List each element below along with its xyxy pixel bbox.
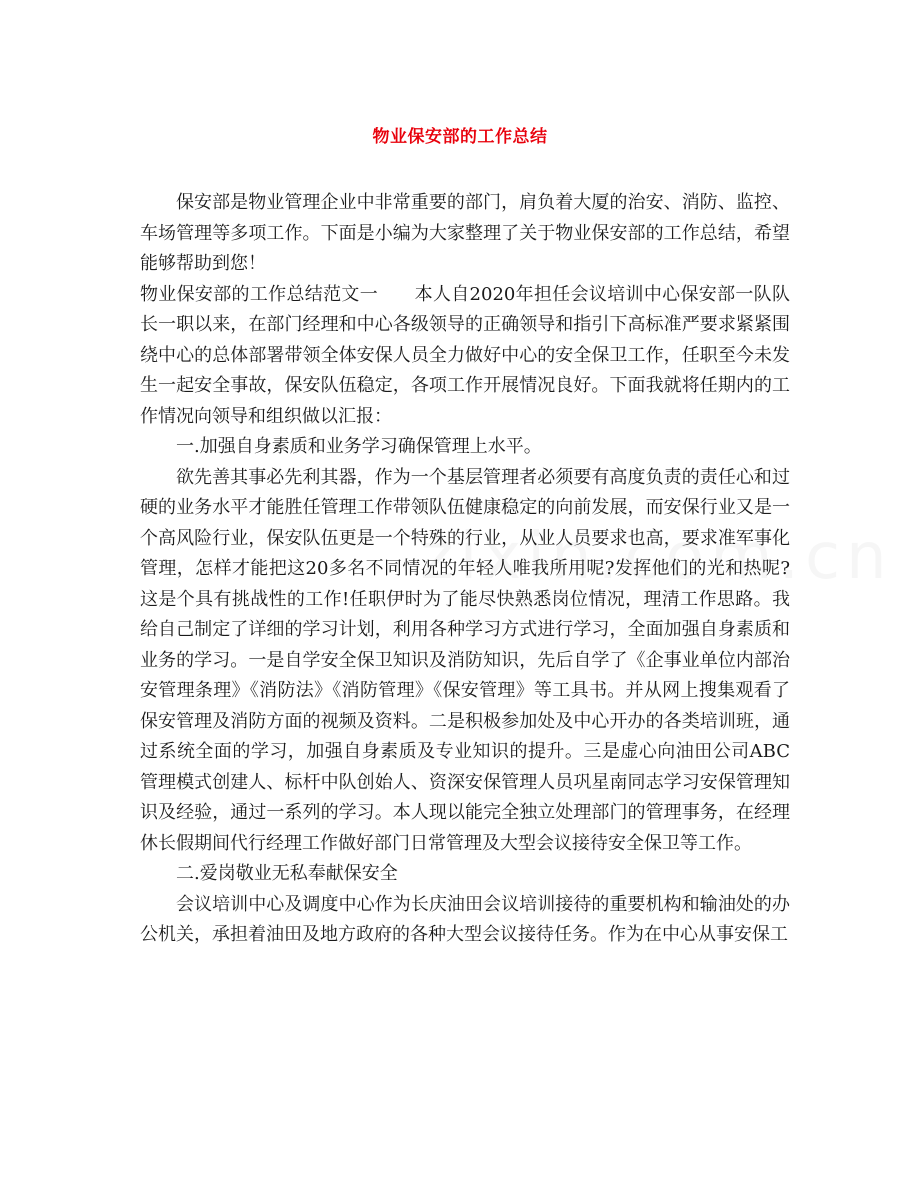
section-heading-one: 一.加强自身素质和业务学习确保管理上水平。 <box>176 436 542 457</box>
section-heading-two: 二.爱岗敬业无私奉献保安全 <box>176 863 398 884</box>
paragraph-conference-center: 会议培训中心及调度中心作为长庆油田会议培训接待的重要机构和输油处的办公机关，承担着油田及地方政府的各种大型会议接待任务。作为在中心从事安保工 <box>140 893 790 945</box>
intro-paragraph: 保安部是物业管理企业中非常重要的部门，肩负着大厦的治安、消防、监控、车场管理等多项工作。下面是小编为大家整理了关于物业保安部的工作总结，希望能够帮助到您！ <box>140 192 790 274</box>
document-title: 物业保安部的工作总结 <box>372 127 548 147</box>
paragraph-sample-one: 物业保安部的工作总结范文一 本人自2020年担任会议培训中心保安部一队队长一职以来，在部门经理和中心各级领导的正确领导和指引下高标准严要求紧紧围绕中心的总体部署带领全体安保人员全力做好中心的安全保卫工作，任职至今未发生一起安全事故，保安队伍稳定，各项工作开展情况良好。下面我就将任期内的工作情况向领导和组织做以汇报： <box>140 283 790 427</box>
document-body <box>140 188 790 951</box>
paragraph-study: 欲先善其事必先利其器，作为一个基层管理者必须要有高度负责的责任心和过硬的业务水平才能胜任管理工作带领队伍健康稳定的向前发展，而安保行业又是一个高风险行业，保安队伍更是一个特殊的行业，从业人员要求也高，要求准军事化管理，怎样才能把这20多名不同情况的年轻人唯我所用呢?发挥他们的光和热呢?这是个具有挑战性的工作!任职伊时为了能尽快熟悉岗位情况，理清工作思路。我给自己制定了详细的学习计划，利用各种学习方式进行学习，全面加强自身素质和业务的学习。一是自学安全保卫知识及消防知识，先后自学了《企事业单位内部治安管理条理》《消防法》《消防管理》《保安管理》等工具书。并从网上搜集观看了保安管理及消防方面的视频及资料。二是积极参加处及中心开办的各类培训班，通过系统全面的学习，加强自身素质及专业知识的提升。三是虚心向油田公司ABC管理模式创建人、标杆中队创始人、资深安保管理人员巩星南同志学习安保管理知识及经验，通过一系列的学习。本人现以能完全独立处理部门的管理事务，在经理休长假期间代行经理工作做好部门日常管理及大型会议接待安全保卫等工作。 <box>140 466 790 854</box>
